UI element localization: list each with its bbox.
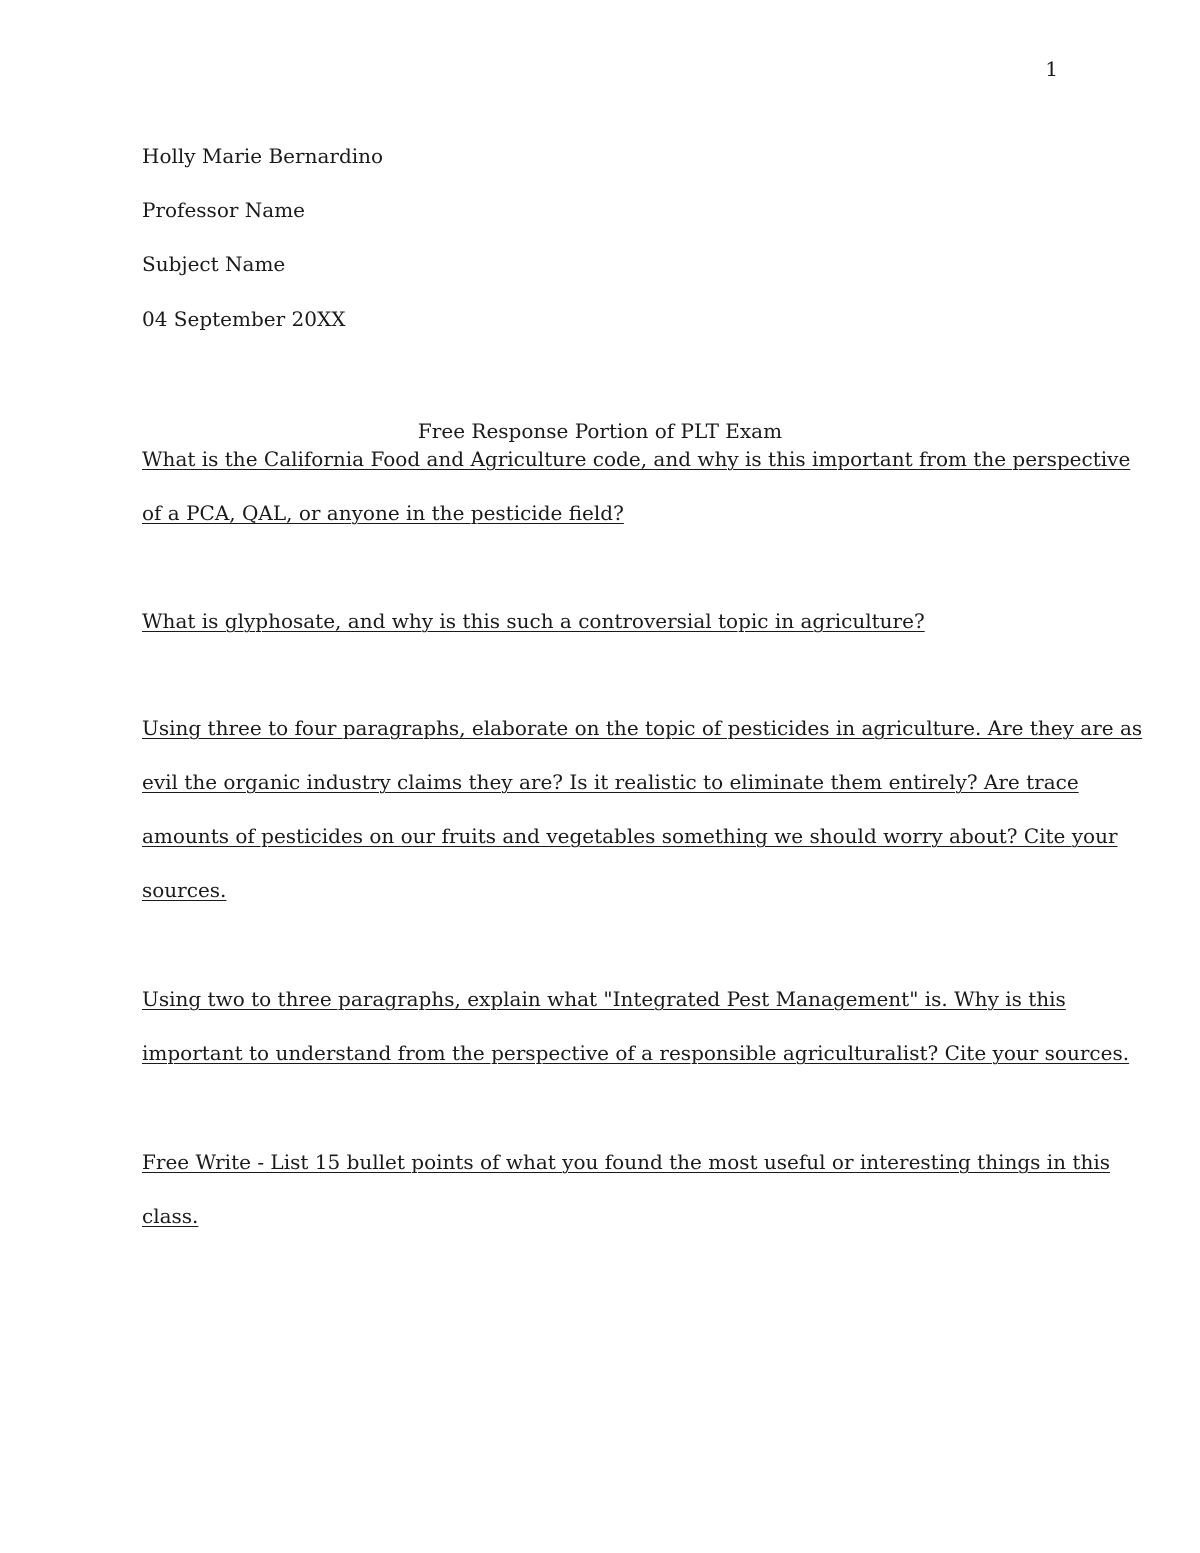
question-2 xyxy=(142,594,1058,648)
professor-name: Professor Name xyxy=(142,198,306,222)
question-line: Using three to four paragraphs, elaborate on the topic of pesticides in agriculture. Are they are as xyxy=(142,716,1143,740)
page-title: Free Response Portion of PLT Exam xyxy=(417,419,783,443)
question-1 xyxy=(142,432,1131,540)
question-5 xyxy=(142,1135,1110,1243)
question-4 xyxy=(142,972,1130,1080)
page-number: 1 xyxy=(1045,57,1058,81)
question-line: sources. xyxy=(142,878,227,902)
question-line: What is glyphosate, and why is this such a controversial topic in agriculture? xyxy=(142,609,925,633)
question-line: important to understand from the perspective of a responsible agriculturalist? Cite your sources. xyxy=(142,1041,1130,1065)
question-line: evil the organic industry claims they are? Is it realistic to eliminate them entirely? Are trace xyxy=(142,770,1079,794)
question-line: What is the California Food and Agriculture code, and why is this important from the perspective xyxy=(142,447,1131,471)
question-line: of a PCA, QAL, or anyone in the pesticide field? xyxy=(142,501,624,525)
question-line: class. xyxy=(142,1204,199,1228)
question-line: amounts of pesticides on our fruits and vegetables something we should worry about? Cite your xyxy=(142,824,1118,848)
question-3 xyxy=(142,701,1143,917)
question-line: Using two to three paragraphs, explain what "Integrated Pest Management" is. Why is this xyxy=(142,987,1066,1011)
student-name: Holly Marie Bernardino xyxy=(142,144,384,168)
question-line: Free Write - List 15 bullet points of what you found the most useful or interesting things in this xyxy=(142,1150,1110,1174)
date: 04 September 20XX xyxy=(142,307,346,331)
subject-name: Subject Name xyxy=(142,252,286,276)
